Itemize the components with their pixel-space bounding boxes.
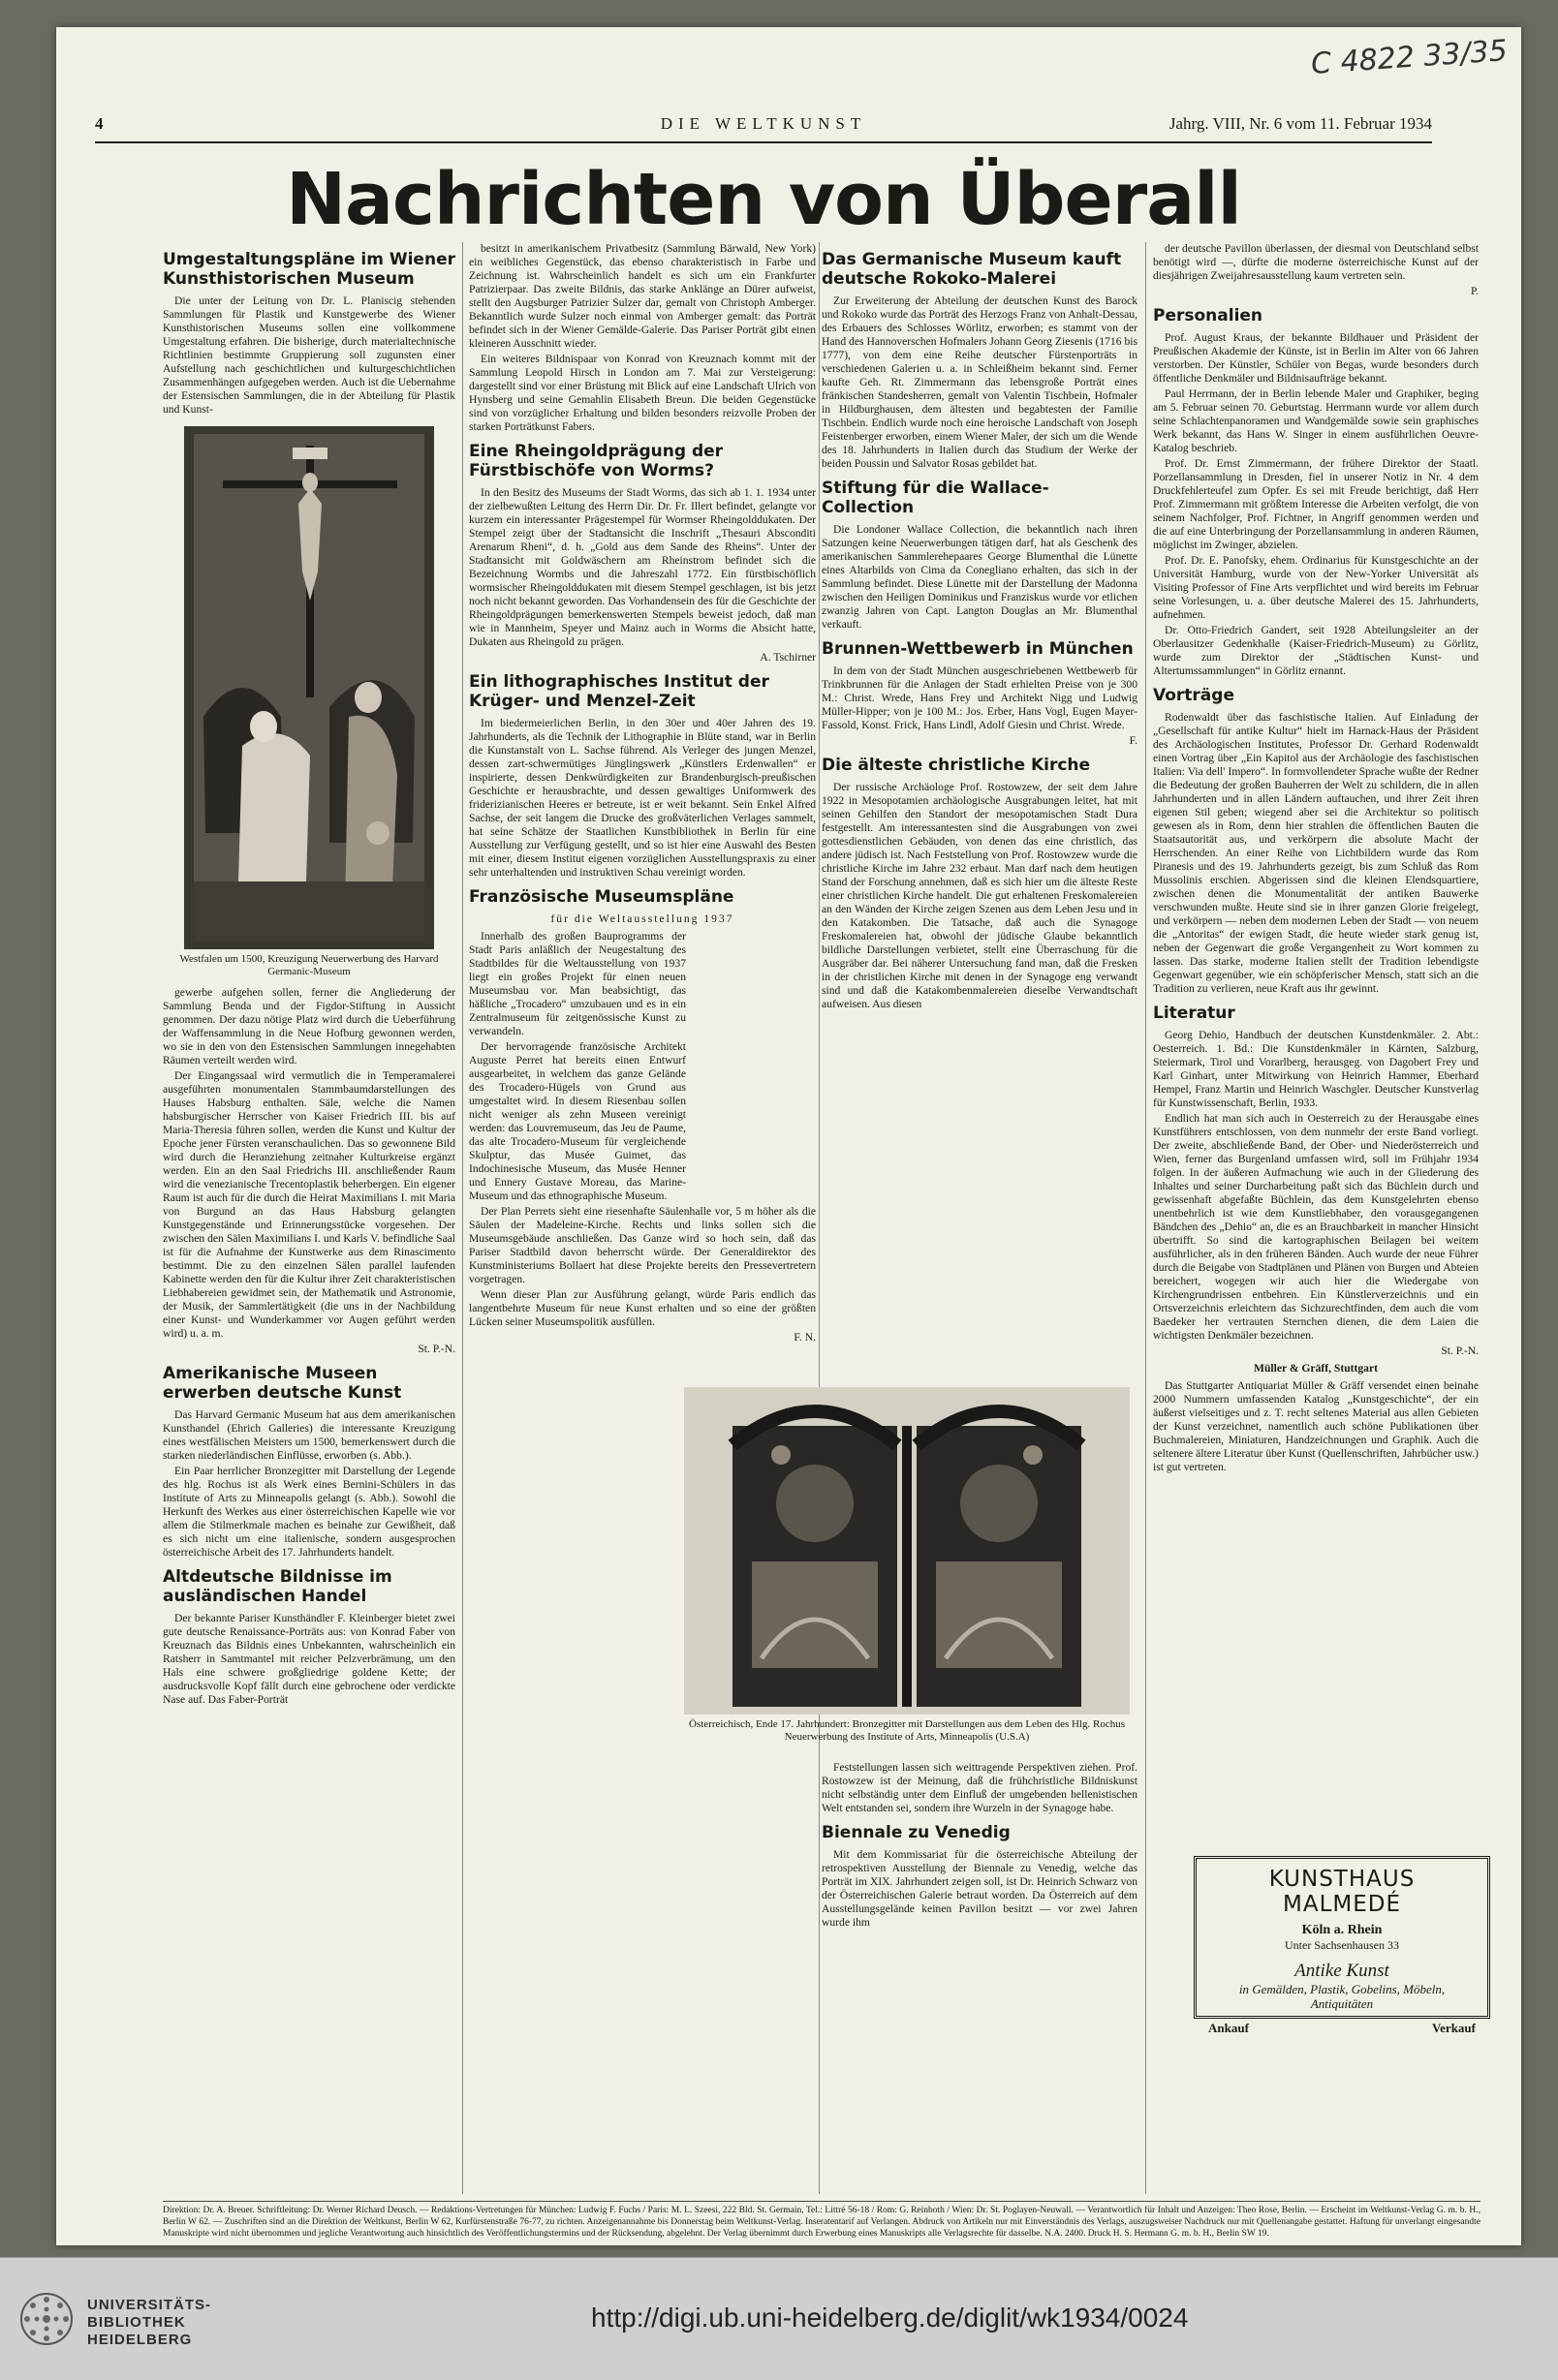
- author-signature: St. P.-N.: [1441, 1345, 1479, 1357]
- column-rule: [462, 242, 463, 2194]
- column-3-continued: [822, 1761, 1137, 2197]
- crucifixion-image: [184, 426, 434, 949]
- article-title: Literatur: [1153, 1004, 1235, 1023]
- article-text: Zur Erweiterung der Abteilung der deutschen Kunst des Barock und Rokoko wurde das Porträt des Herzogs Franz von Anhalt-Dessau, des Erbauers des Schlosses Wörlitz, erworben; es stammt von der Hand des Hannoverschen Hofmalers Johann Georg Ziesenis (1716 bis 1777), von dem eine Reihe deutscher Fürstenporträts in verschiedenen Galerien u. a. in Schleißheim bekannt sind. Ferner kaufte Geh. Rt. Zimmermann das lebensgroße Porträt eines fränkischen Standesherren, gemalt von Valentin Tischbein, Hofmaler in Hildburghausen, dem ältesten und begabtesten der Familie Tischbein. Endlich wurde noch eine heroische Landschaft von Joseph Feistenberger erworben, einem Wiener Maler, der sich um die Wende des 18. Jahrhunderts in Italien durch das Studium der Werke der beiden Poussin und Salvator Rosas gebildet hat.: [822, 294, 1137, 470]
- article-title: Vorträge: [1153, 686, 1234, 705]
- source-url-link[interactable]: http://digi.ub.uni-heidelberg.de/diglit/wk1934/0024: [591, 2303, 1189, 2333]
- article-title: Stiftung für die Wallace-Collection: [822, 479, 1049, 517]
- page-headline: Nachrichten von Überall: [286, 158, 1241, 241]
- ad-ankauf: Ankauf: [1208, 2021, 1249, 2035]
- article-text: Dr. Otto-Friedrich Gandert, seit 1928 Abteilungsleiter an der Oberlausitzer Gedenkhalle (Kaiser-Friedrich-Museum) zu Görlitz, wurde zum Direktor der „Städtischen Kunst- und Altertumssammlungen“ in Görlitz ernannt.: [1153, 624, 1479, 677]
- article-text: Der Eingangssaal wird vermutlich die in Temperamalerei ausgeführten monumentalen Stammbaumdarstellungen des Hauses Habsburg enthalten. Säle, welche die Namen habsburgischer Herrscher von Kaiser Friedrich III. bis auf Maria-Theresia führen sollen, werden die Kunst und Kultur der Epoche jener Fürsten veranschaulichen. Das so gewonnene Bild wird durch die Heranziehung zeitnaher Kulturkreise ergänzt werden. Ein an den Saal Friedrichs III. anschließender Raum wird die venezianische Trecentoplastik beherbergen. Ein eigener Raum ist auch für die durch die Heirat Maximilians I. mit Maria von Burgund an das Haus Habsburg gelangten Kunstgegenstände und Erinnerungsstücke vorgesehen. Der zwischen den Sälen Maximilians I. und Karls V. befindliche Saal ist für die Aufnahme der Kunstwerke aus dem Rinascimento bestimmt. Die zu den einzelnen Sälen parallel laufenden Kabinette werden den für die Kultur ihrer Zeit charakteristischen Liebhabereien gewidmet sein, der Mathematik und Astronomie, der Musik, der Sammlertätigkeit (die uns in der Nachbildung einer Kunst- und Wunderkammer vor Augen geführt werden wird) u. a. m.: [163, 1069, 455, 1340]
- library-name-line: UNIVERSITÄTS-: [87, 2297, 212, 2313]
- author-signature: F. N.: [794, 1331, 816, 1344]
- university-seal-icon: [19, 2292, 74, 2346]
- ad-description: in Gemälden, Plastik, Gobelins, Möbeln, Antiquitäten: [1238, 1982, 1446, 2011]
- page-number: 4: [95, 114, 104, 133]
- article-text: Innerhalb des großen Bauprogramms der Stadt Paris anläßlich der Neugestaltung des Stadtbildes für die Weltausstellung von 1937 liegt ein großes Projekt für einen neuen Museumsbau vor. Man beabsichtigt, das häßliche „Trocadero“ umzubauen und es in ein Zentralmuseum für zeitgenössische Kunst zu verwandeln.: [469, 930, 686, 1037]
- figure-caption: Westfalen um 1500, Kreuzigung Neuerwerbung des Harvard Germanic-Museum: [179, 953, 439, 977]
- header-rule: [95, 141, 1432, 143]
- column-2: [469, 242, 816, 2194]
- article-text: Im biedermeierlichen Berlin, in den 30er und 40er Jahren des 19. Jahrhunderts, als die Technik der Lithographie in Blüte stand, war in Berlin die Kunstanstalt von L. Sachse führend. Als Verleger des jungen Menzel, dessen zart-schwermütiges Jünglingswerk „Künstlers Erdenwallen“ er inspirierte, dessen Denkwürdigkeiten zur Brandenburgisch-preußischen Geschichte er herausbrachte, und dessen gewaltiges Uniformwerk des friderizianischen Heeres er betreute, ist er weit bekannt. Sein Enkel Alfred Sachse, der seit langem die Drucke des großväterlichen Verlages sammelt, hat seine Schätze der Staatlichen Kunstbibliothek in Berlin für eine Ausstellung zur Verfügung gestellt, und so ist hier eine Auswahl des Besten mit einer, diesem Institut eigenen vorzüglichen Ausstellungspraxis zu einer sehr unterhaltenden und instruktiven Schau vereinigt worden.: [469, 717, 816, 879]
- notice-heading: Müller & Gräff, Stuttgart: [1254, 1362, 1378, 1375]
- library-name-line: HEIDELBERG: [87, 2332, 193, 2348]
- author-signature: St. P.-N.: [418, 1343, 455, 1355]
- footer-rule: [163, 2201, 1480, 2202]
- article-text: Prof. Dr. E. Panofsky, ehem. Ordinarius für Kunstgeschichte an der Universität Hamburg, wurde von der New-Yorker Universität als Visiting Professor of Fine Arts verpflichtet und wird bereits im Februar seine Vorlesungen, u. a. über deutsche Malerei des 15. Jahrhunderts, aufnehmen.: [1153, 554, 1479, 621]
- ad-tagline: Antike Kunst: [1294, 1961, 1389, 1981]
- ad-name: KUNSTHAUS MALMEDÉ: [1268, 1867, 1416, 1917]
- article-text: Ein weiteres Bildnispaar von Konrad von Kreuznach kommt mit der Sammlung Leopold Hirsch in London am 7. Mai zur Versteigerung: dargestellt sind vor einer Brüstung mit Blick auf eine Landschaft Ulrich von Hynsberg und seine Gemahlin Elisabeth Breun. Die beiden Gegenstücke sind von vorzüglicher Erhaltung und bilden besonders reizvolle Proben der starken Porträtkunst Fabers.: [469, 353, 816, 433]
- article-text: Der russische Archäologe Prof. Rostowzew, der seit dem Jahre 1922 in Mesopotamien archäologische Ausgrabungen leitet, hat mit seinen Gehilfen den Standort der mesopotamischen Stadt Dura festgestellt. Am interessantesten sind die Ausgrabungen von zwei gottesdienstlichen Gebäuden, von denen das eine christlich, das andere jüdisch ist. Nach Feststellung von Prof. Rostowzew wurde die christliche Kirche im Jahre 232 erbaut. Man darf nach dem heutigen Stand der Forschung annehmen, daß es sich hier um die älteste Reste einer christlichen Kirche handelt. Die gut erhaltenen Freskomalereien an den Wänden der Kirche zeigen Szenen aus dem Leben Jesu und in den Katakomben. Die Tatsache, daß auch die Synagoge Freskomalereien hat, obwohl der jüdische Glaube bekanntlich bildliche Darstellungen verbietet, stellt eine Überraschung für die Ausgräber dar. Bei näherer Untersuchung fand man, daß die Fresken in der christlichen Kirche mit denen in der Synagoge eng verwandt sind und daß die Katakombenmalereien dieselbe Verwandtschaft aufweisen. Aus diesen: [822, 781, 1137, 1010]
- article-text: Feststellungen lassen sich weittragende Perspektiven ziehen. Prof. Rostowzew ist der Meinung, daß die frühchristliche Bildniskunst nicht selbständig unter dem Einfluß der umgebenden hellenistischen Welt entstanden sei, sondern ihre Wurzeln in der Synagoge habe.: [822, 1761, 1137, 1814]
- author-signature: A. Tschirner: [760, 651, 816, 664]
- article-text: Das Stuttgarter Antiquariat Müller & Gräff versendet einen beinahe 2000 Nummern umfassenden Katalog „Kunstgeschichte“, der ein äußerst vielseitiges und z. T. recht seltenes Material aus allen Gebieten der Kunst verzeichnet, namentlich auch schöne Publikationen über Buchmalereien, Miniaturen, Handzeichnungen und Graphik. Auch die seltenere ältere Literatur über Kunst (Quellenschriften, Jahrbücher usw.) ist gut vertreten.: [1153, 1379, 1479, 1473]
- author-signature: F.: [1129, 734, 1137, 747]
- article-text: gewerbe aufgehen sollen, ferner die Angliederung der Sammlung Benda und der Figdor-Stiftung in Aussicht genommen. Der dazu nötige Platz wird durch die Ueberführung der Waffensammlung in die Neue Hofburg gewonnen werden, wo sie in den von den Estensischen Sammlungen innegehabten Räumen verteilt werden wird.: [163, 986, 455, 1066]
- imprint: Direktion: Dr. A. Breuer. Schriftleitung: Dr. Werner Richard Deusch. — Redaktions-Vertretungen für München: Ludwig F. Fuchs / Paris: M. L. Szeesi, 222 Bld. St. Germain, Tel.: Littré 56-18 / Rom: G. Reinboth / Wien: Dr. St. Poglayen-Neuwall. — Verantwortlich für Inhalt und Anzeigen: Theo Rose, Berlin. — Erscheint im Weltkunst-Verlag G. m. b. H., Berlin W 62. — Zuschriften sind an die Direktion der Weltkunst, Berlin W 62, Kurfürstenstraße 76-77, zu richten. Anzeigenannahme bis Donnerstag beim Weltkunst-Verlag. Inseratentarif auf Verlangen. Abdruck von Artikeln nur mit Einverständnis des Verlags, auszugsweiser Nachdruck nur mit Quellenangabe gestattet. Haftung für unverlangt eingesandte Manuskripte wird nicht übernommen und jegliche Verantwortung auch hinsichtlich des Veröffentlichungstermins und der Rücksendung, abgelehnt. Der Verlag übernimmt durch Erwerbung eines Manuskripts alle Verlagsrechte für dasselbe. N.A. 2400. Druck H. S. Hermann G. m. b. H., Berlin SW 19.: [163, 2206, 1480, 2239]
- article-text: Georg Dehio, Handbuch der deutschen Kunstdenkmäler. 2. Abt.: Oesterreich. 1. Bd.: Die Kunstdenkmäler in Kärnten, Salzburg, Steiermark, Tirol und Vorarlberg, herausgeg. von Dagobert Frey und Karl Ginhart, unter Mitwirkung von Heinrich Hammer, Eberhard Hempel, Franz Martin und Heinrich Waschgler. Deutscher Kunstverlag für Kunstwissenschaft, Berlin, 1933.: [1153, 1029, 1479, 1109]
- article-title: Brunnen-Wettbewerb in München: [822, 639, 1134, 659]
- article-text: Mit dem Kommissariat für die österreichische Abteilung der retrospektiven Ausstellung der Biennale zu Venedig, welche das Porträt im XIX. Jahrhundert zeigen soll, ist Dr. Heinrich Schwarz von der Österreichischen Galerie betraut worden. Da Österreich auf dem Ausstellungsgelände keinen Pavillon besitzt — vor zwei Jahren wurde ihm: [822, 1848, 1137, 1929]
- article-text: Der hervorragende französische Architekt Auguste Perret hat bereits einen Entwurf ausgearbeitet, in welchem das ganze Gelände des Trocadero-Hügels von Grund aus umgestaltet wird. In diesem Riesenbau sollen nicht weniger als zehn Museen vereinigt werden: das Louvremuseum, das Jeu de Paume, das alte Trocadero-Museum für vergleichende Skulptur, das Musée Guimet, das Indochinesische Museum, das Musée Henner und Ennery Gustave Moreau, das Marine-Museum und das ethnographische Museum.: [469, 1040, 686, 1202]
- article-text: besitzt in amerikanischem Privatbesitz (Sammlung Bärwald, New York) ein weibliches Gegenstück, das ebenso charakteristisch in Farbe und Zeichnung ist. Wahrscheinlich handelt es sich um ein Frankfurter Patrizierpaar. Das zweite Bildnis, das starke Anklänge an Dürer aufweist, stellt den Augsburger Patrizier Sulzer dar, gemalt von Christoph Amberger. Bekanntlich wurde Sulzer noch einmal von Amberger gemalt: das Porträt befindet sich in der Wiener Gemälde-Galerie. Das Pariser Porträt gibt einen kleineren Ausschnitt wieder.: [469, 242, 816, 350]
- kunsthaus-advertisement: [1194, 1856, 1490, 2035]
- column-3: [822, 242, 1137, 1346]
- article-text: Der bekannte Pariser Kunsthändler F. Kleinberger bietet zwei gute deutsche Renaissance-Porträts aus: von Konrad Faber von Kreuznach das Bildnis eines Unbekannten, wahrscheinlich ein Ratsherr in Samtmantel mit reicher Pelzverbrämung, um den Hals eine schwere großgliedrige goldene Kette; der ausdrucksvolle Kopf fällt durch eine gebrochene oder verdickte Nase auf. Das Faber-Porträt: [163, 1612, 455, 1706]
- article-text: Der Plan Perrets sieht eine riesenhafte Säulenhalle vor, 5 m höher als die Säulen der Madeleine-Kirche. Rechts und links sollen sich die Museumsgebäude anschließen. Das Ganze wird so hoch sein, daß das Pariser Stadtbild davon beherrscht würde. Der Generaldirektor des Kunstministeriums Bollaert hat diese Projekte bereits den Pressevertretern vorgetragen.: [469, 1205, 816, 1285]
- article-text: In dem von der Stadt München ausgeschriebenen Wettbewerb für Trinkbrunnen für die Anlagen der Stadt erhielten Preise von je 300 M.: Christ. Wrede, Hans Frey und Architekt Nigg und Ludwig Müller-Hipper; von je 100 M.: Jos. Erber, Hans Vogl, Eugen Mayer-Fassold, Konst. Frick, Hans Lindl, Adolf Giesin und Christ. Wrede.: [822, 665, 1137, 731]
- article-text: Prof. Dr. Ernst Zimmermann, der frühere Direktor der Staatl. Porzellansammlung in Dresden, fiel in unserer Notiz in Nr. 4 dem Druckfehlerteufel zum Opfer. Es sei mit Freude berichtigt, daß Herr Prof. Zimmermann mit größtem Interesse die Arbeiten verfolgt, die von seinem Nachfolger, Prof. Fichtner, in Angriff genommen werden und die auf eine Unterbringung der Porzellansammlung in anderen Räumen, möglichst im Zwinger, abzielen.: [1153, 457, 1479, 551]
- ad-verkauf: Verkauf: [1431, 2021, 1476, 2035]
- shelfmark: C 4822 33/35: [1310, 33, 1509, 82]
- article-text: Wenn dieser Plan zur Ausführung gelangt, würde Paris endlich das langentbehrte Museum für neue Kunst erhalten und so eine der größten Lücken seiner Museumspolitik ausfüllen.: [469, 1288, 816, 1328]
- article-text: der deutsche Pavillon überlassen, der diesmal von Deutschland selbst benötigt wird —, dürfte die moderne österreichische Kunst auf der diesjährigen Zweijahresausstellung kaum vertreten sein.: [1153, 242, 1479, 282]
- article-text: Endlich hat man sich auch in Oesterreich zu der Herausgabe eines Kunstführers entschlossen, von dem nunmehr der erste Band vorliegt. Der zweite, abschließende Band, der Ober- und Niederösterreich und Wien, ferner das Burgenland umfassen wird, soll im Frühjahr 1934 folgen. In der äußeren Aufmachung wie auch in der Gliederung des Inhaltes und seiner Durcharbeitung paßt sich das Büchlein durch und gewissenhaft abgefaßte Büchlein, das dem Kunstgelehrten ebenso unentbehrlich ist wie dem Kunstliebhaber, den vorausgegangenen Bändchen des „Dehio“ an, die es an Brauchbarkeit in mancher Hinsicht übertrifft. So sind die kartographischen Beilagen bei weitem ausführlicher, als in den früheren Bänden. Auch wurde der neue Führer durch die Beigabe von Stadtplänen und Plänen von Burgen und Abteien bereichert, wogegen wir auch hier die Wiedergabe von Kirchengrundrissen entbehren. Ein Künstlerverzeichnis und ein Ortsverzeichnis erleichtern das Sichzurechtfinden, dem auch die vom Baedeker her vertrauten Sternchen dienen, die dem Laien die wichtigsten Denkmäler bezeichnen.: [1153, 1112, 1479, 1342]
- library-name-line: BIBLIOTHEK: [87, 2314, 186, 2331]
- article-title: Altdeutsche Bildnisse im ausländischen Handel: [163, 1567, 392, 1606]
- author-signature: P.: [1470, 285, 1479, 297]
- bronze-gate-image: [684, 1387, 1130, 1715]
- article-text: Die Londoner Wallace Collection, die bekanntlich nach ihren Satzungen keine Neuerwerbungen tätigen darf, hat als Geschenk des amerikanischen Sammlerehepaares George Blumenthal die Lünette eines Altarbilds von Cima da Conegliano erhalten, das sich in der Sammlung befindet. Diese Lünette mit der Darstellung der Madonna zwischen den Heiligen Dominikus und Franziskus wurde vor etlichen zwanzig Jahren von Capt. Langton Douglas an Mr. Blumenthal verkauft.: [822, 523, 1137, 631]
- article-title: Das Germanische Museum kauft deutsche Rokoko-Malerei: [822, 250, 1122, 289]
- article-text: Die unter der Leitung von Dr. L. Planiscig stehenden Sammlungen für Plastik und Kunstgewerbe des Wiener Kunsthistorischen Museums sollen eine vollkommene Umgestaltung erfahren. Die bisherige, durch materialtechnische Richtlinien bestimmte Gruppierung soll zugunsten einer Aufstellung nach geschichtlichen und kulturgeschichtlichen Zusammenhängen aufgegeben werden. Auch ist die Uebernahme der Estensischen Sammlungen, die in der Abteilung für Plastik und Kunst-: [163, 294, 455, 416]
- masthead: DIE WELTKUNST: [660, 114, 867, 133]
- ad-city: Köln a. Rhein: [1301, 1923, 1383, 1937]
- library-name: [87, 2297, 211, 2349]
- article-text: Das Harvard Germanic Museum hat aus dem amerikanischen Kunsthandel (Ehrich Galleries) die interessante Kreuzigung eines westfälischen Meisters um 1500, bemerkenswert durch die starken niederländischen Einflüsse, erworben (s. Abb.).: [163, 1408, 455, 1462]
- article-title: Eine Rheingoldprägung der Fürstbischöfe von Worms?: [469, 442, 724, 480]
- article-text: Paul Herrmann, der in Berlin lebende Maler und Graphiker, beging am 5. Februar seinen 70. Geburtstag. Herrmann wurde vor allem durch seine Schlachtenpanoramen und Wandgemälde sowie sein graphisches Werk bekannt, das Hans W. Singer in einem ausführlichen Oeuvre-Katalog beschrieb.: [1153, 387, 1479, 454]
- ad-street: Unter Sachsenhausen 33: [1285, 1938, 1399, 1952]
- figure-caption: Österreichisch, Ende 17. Jahrhundert: Bronzegitter mit Darstellungen aus dem Leben des Hlg. Rochus Neuerwerbung des Institute of Arts, Minneapolis (U.S.A): [689, 1718, 1125, 1743]
- article-text: In den Besitz des Museums der Stadt Worms, das sich ab 1. 1. 1934 unter der zielbewußten Leitung des Herrn Dir. Dr. Fr. Illert befindet, gelangte vor kurzem ein interessanter Prägestempel für Wormser Rheingolddukaten. Der Stempel zeigt über der Stadtansicht die Inschrift „Thesauri Absconditi Arenarum Rheni“, d. h. „Gold aus dem Sande des Rheins“. Unter der Stadtansicht mit Goldwäschern am Rheinstrom befindet sich die Bezeichnung Wormbs und die Jahreszahl 1772. Ein fürstbischöflich wormsischer Rheingolddukaten mit diesem Stempel geschlagen, ist bis jetzt noch nicht bekannt geworden. Das Vorhandensein des für die Geschichte der Rheingoldprägungen bemerkenswerten Stempels beweist jedoch, daß man wie in Mannheim, Speyer und Mainz auch in Worms die Absicht hatte, Dukaten aus Rheingold zu prägen.: [469, 486, 816, 648]
- article-title: Personalien: [1153, 306, 1263, 325]
- ad-footer-row: [1208, 2021, 1476, 2036]
- article-title: Biennale zu Venedig: [822, 1823, 1011, 1842]
- article-subtitle: für die Weltausstellung 1937: [550, 912, 734, 925]
- article-title: Umgestaltungspläne im Wiener Kunsthistorischen Museum: [163, 250, 455, 289]
- article-title: Französische Museumspläne: [469, 887, 734, 907]
- article-text: Ein Paar herrlicher Bronzegitter mit Darstellung der Legende des hlg. Rochus ist als Werk eines Bernini-Schülers in das Institute of Arts zu Minneapolis gelangt (s. Abb.). Sowohl die Herkunft des Werkes aus einer österreichischen Kapelle wie vor allem die Stilmerkmale machen es beinahe zur Gewißheit, daß es sich nicht um eine italienische, sondern ausgesprochen österreichische Arbeit des 17. Jahrhunderts handelt.: [163, 1465, 455, 1559]
- running-head: [95, 114, 1432, 139]
- article-title: Amerikanische Museen erwerben deutsche Kunst: [163, 1364, 402, 1403]
- article-text: Prof. August Kraus, der bekannte Bildhauer und Präsident der Preußischen Akademie der Künste, ist in Berlin im Alter von 66 Jahren verstorben. Der Künstler, Schüler von Begas, wurde besonders durch öffentliche Denkmäler und Bildnisaufträge bekannt.: [1153, 331, 1479, 385]
- article-title: Die älteste christliche Kirche: [822, 756, 1091, 775]
- issue-info: Jahrg. VIII, Nr. 6 vom 11. Februar 1934: [1168, 114, 1432, 133]
- column-rule: [1145, 242, 1146, 2194]
- library-brand-bar: [0, 2257, 1558, 2380]
- column-rule: [819, 242, 820, 2194]
- article-title: Ein lithographisches Institut der Krüger- und Menzel-Zeit: [469, 672, 769, 711]
- column-1: [163, 242, 455, 2194]
- article-text: Rodenwaldt über das faschistische Italien. Auf Einladung der „Gesellschaft für antike Kultur“ hielt im Harnack-Haus der Präsident des Archäologischen Institutes, Professor Dr. Gerhard Rodenwaldt einen Vortrag über „Ein Kapitol aus der Archäologie des faschistischen Italien: Via dell' Impero“. In formvollendeter Sprache wußte der Redner die Bedeutung der großen Bauherren der Welt zu schildern, die in allen Jahrhunderten und in allen Ländern auftauchen, und ihrer Zeit ihren eigenen Stil geben; wiegend aber sei die Architektur so politisch gewesen als in Rom, denn hier strahlen die öffentlichen Bauten die Staatsautorität aus, und verkörpern die absolute Macht der Herrschenden. An einer Reihe von Lichtbildern wurde das Rom Piranesis und des 19. Jahrhunderts gezeigt, bis zum Schluß das Rom Mussolinis erschien. Abgerissen sind die kleinen Elendsquartiere, zwischen denen die Monumentalität der antiken Bauwerke verschwunden mußte. Heute sind sie in ihrer ganzen Glorie freigelegt, und verkörpern — neben dem modernen Leben der Stadt — von neuem die „Antoritas“ der ewigen Stadt, die heute wieder stark genug ist, neben der Gegenwart die große Vergangenheit zu Wort kommen zu lassen. Das starke, moderne Italien stellt der Tradition lebendigste Gegenwart gegenüber, wie ein schöpferischer Mensch, statt sich an die Tradition zu verlieren, neue Kraft aus ihr gewinnt.: [1153, 711, 1479, 995]
